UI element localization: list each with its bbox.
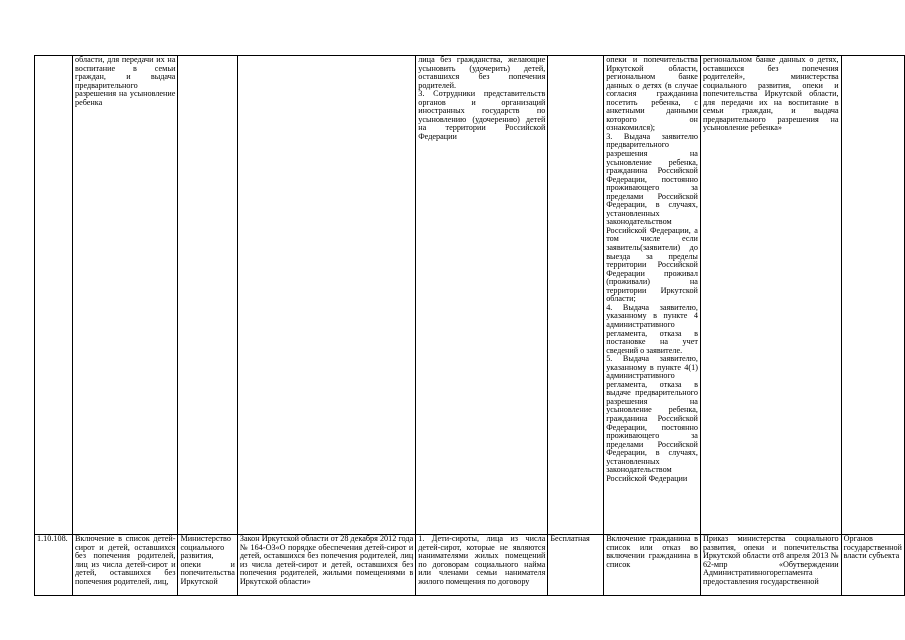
cell-text: Министерство социального развития, опеки и попечительства Иркутской xyxy=(180,534,235,586)
cell-payment xyxy=(548,535,604,596)
cell-legal-basis xyxy=(237,56,415,535)
cell-text: Бесплатная xyxy=(550,534,590,543)
cell-level xyxy=(841,56,904,535)
cell-text: Органов государственной власти субъекта xyxy=(843,534,902,561)
cell-regulation xyxy=(700,535,841,596)
cell-number xyxy=(35,535,73,596)
cell-text: Включение гражданина в список или отказ во включении гражданина в список xyxy=(606,534,698,569)
cell-recipients xyxy=(416,535,548,596)
cell-text: региональном банке данных о детях, оставшихся без попечения родителей», министерства социального развития, опеки и попечительства Иркутской области, для передачи их на воспитание в семьи граждан, и выдача предварительного разрешения на усыновление ребенка» xyxy=(702,55,839,133)
cell-payment xyxy=(548,56,604,535)
cell-result xyxy=(604,56,701,535)
cell-text: Закон Иркутской области от 28 декабря 2012 года № 164-ОЗ«О порядке обеспечения детей-сирот и детей, оставшихся без попечения родителей, лиц из числа детей-сирот и детей, оставшихся без попечения родителей, жилыми помещениями в Иркутской области» xyxy=(239,534,414,586)
cell-service-name xyxy=(72,56,177,535)
cell-recipients xyxy=(416,56,548,535)
cell-text: области, для передачи их на воспитание в семьи граждан, и выдача предварительного разрешения на усыновление ребенка xyxy=(74,55,176,107)
cell-legal-basis xyxy=(237,535,415,596)
cell-text: 1.10.108. xyxy=(37,534,68,543)
table-row xyxy=(35,56,905,535)
cell-text: опеки и попечительства Иркутской области, региональном банке данных о детях (в случае согласия гражданина посетить ребенка, с анкетными данными которого он ознакомился); 3. Выдача заявителю предварительного разрешения на усыновление ребенка, гражданина Российской Федерации, постоянно проживающего за пределами Российской Федерации, в случаях, установленных законодательством Российской Федерации, а том числе если заявитель(заявители) до выезда за пределы территории Российской Федерации проживал (проживали) на территории Иркутской области; 4. Выдача заявителю, указанному в пункте 4 административного регламента, отказа в постановке на учет сведений о заявителе. 5. Выдача заявителю, указанному в пункте 4(1) административного регламента, отказа в выдаче предварительного разрешения на усыновление ребенка, гражданина Российской Федерации, постоянно проживающего за пределами Российской Федерации, в случаях, установленных законодательством Российской Федерации xyxy=(606,55,698,483)
cell-text: 1. Дети-сироты, лица из числа детей-сирот, которые не являются нанимателями жилых помещений по договорам социального найма или членами семьи нанимателя жилого помещения по договору xyxy=(418,534,546,586)
services-register-table xyxy=(34,55,905,596)
cell-text: Включение в список детей-сирот и детей, оставшихся без попечения родителей, лиц из числа детей-сирот и детей, оставшихся без попечения родителей, лиц, xyxy=(74,534,176,586)
cell-text: Приказ министерства социального развития, опеки и попечительства Иркутской области от8 апреля 2013 № 62-мпр «Обутверждении Административногорегламента предоставления государственной xyxy=(702,534,839,586)
cell-level xyxy=(841,535,904,596)
cell-executor xyxy=(178,56,237,535)
cell-regulation xyxy=(700,56,841,535)
cell-text: лица без гражданства, желающие усыновить (удочерить) детей, оставшихся без попечения родителей. 3. Сотрудники представительств органов и организаций иностранных государств по усыновлению (удочерению) детей на территории Российской Федерации xyxy=(418,55,546,141)
cell-executor xyxy=(178,535,237,596)
cell-number xyxy=(35,56,73,535)
cell-result xyxy=(604,535,701,596)
table-row xyxy=(35,535,905,596)
cell-service-name xyxy=(72,535,177,596)
